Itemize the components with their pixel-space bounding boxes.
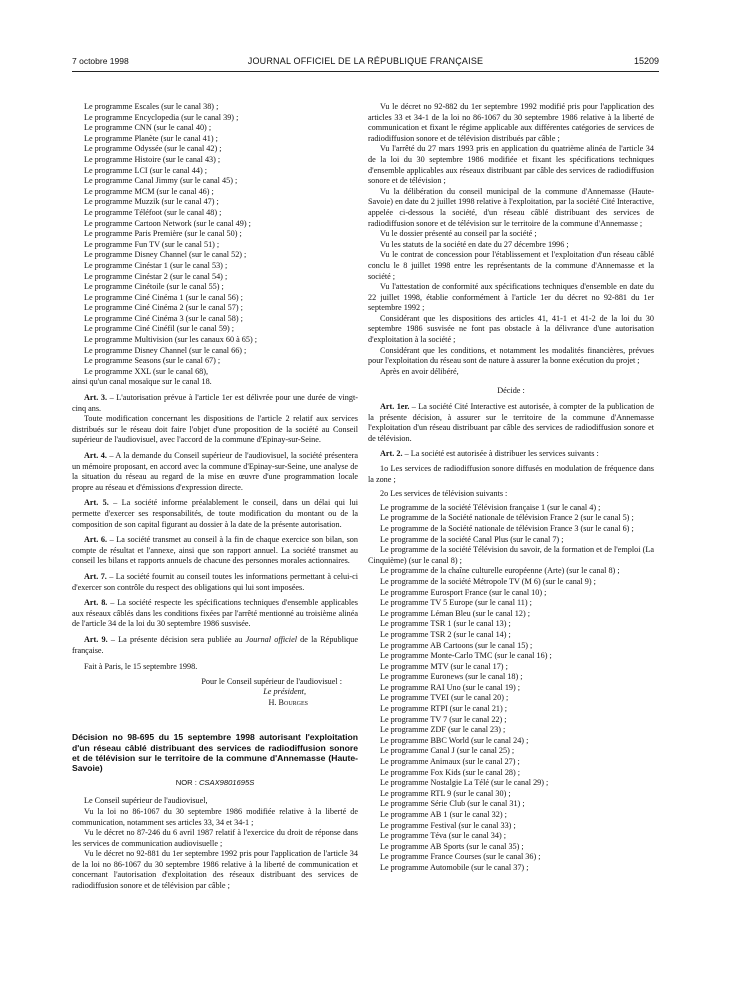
programme-item: Le programme de la chaîne culturelle européenne (Arte) (sur le canal 8) ; [380,566,620,576]
programme-item: Le programme France Courses (sur le canal 36) ; [380,852,541,862]
service-tv: 2o Les services de télévision suivants : [380,489,508,499]
decision-title: Décision no 98-695 du 15 septembre 1998 autorisant l'exploitation d'un réseau câblé distribuant des services de radiodiffusion sonore et de télévision sur le territoire de la commune d'Annemasse (Haute-Savoie) [72,732,358,774]
article-label: Art. 3. [84,393,108,403]
programme-item: Le programme de la société Télévision française 1 (sur le canal 4) ; [380,502,601,512]
programme-item: Le programme Disney Channel (sur le canal 66) ; [84,345,247,355]
article-3-paragraph: Toute modification concernant les dispositions de l'article 2 relatif aux services distribués sur le réseau doit faire l'objet d'une proposition de la société au Conseil supérieur de l'audiovisuel, avec l'accord de la commune d'Epinay-sur-Seine. [72,414,358,445]
programme-item: Le programme RAI Uno (sur le canal 19) ; [380,682,521,692]
programme-item: Le programme ZDF (sur le canal 23) ; [380,725,506,735]
article-5: Art. 5. – La société informe préalablement le conseil, dans un délai qui lui permette d'exercer ses responsabilités, de toute modification du montant ou de la composition de son capital figurant au dossier à la date de la présente autorisation. [72,498,359,529]
article-2: Art. 2. – La société est autorisée à distribuer les services suivants : [380,449,599,459]
considerant-1: Considérant que les dispositions des articles 41, 41-1 et 41-2 de la loi du 30 septembre 1986 susvisée ne font pas obstacle à la délivrance d'une autorisation d'exploitation à la société ; [368,313,654,345]
programme-item: Le programme Cinétoile (sur le canal 55) ; [84,282,224,292]
programme-item: Le programme Muzzik (sur le canal 47) ; [84,197,219,207]
programme-item: Le programme Odyssée (sur le canal 42) ; [84,144,222,154]
programme-item: Le programme MTV (sur le canal 17) ; [380,661,508,671]
visa-statuts: Vu les statuts de la société en date du 27 décembre 1996 ; [380,239,569,249]
signature-on-behalf: Pour le Conseil supérieur de l'audiovisuel : [201,676,342,686]
mosaic-line: ainsi qu'un canal mosaïque sur le canal 18. [72,377,212,387]
programme-item: Le programme BBC World (sur le canal 24) ; [380,735,529,745]
programme-item: Le programme Ciné Cinéma 3 (sur le canal 58) ; [84,313,243,323]
programme-item: Le programme TSR 2 (sur le canal 14) ; [380,629,511,639]
programme-item: Le programme TV 7 (sur le canal 22) ; [380,714,507,724]
programme-item: Le programme de la société Canal Plus (sur le canal 7) ; [380,534,564,544]
programme-item: Le programme Escales (sur le canal 38) ; [84,102,219,111]
programme-item: Le programme de la Société nationale de télévision France 3 (sur le canal 6) ; [380,523,634,533]
programme-item: Le programme Fox Kids (sur le canal 28) ; [380,767,521,777]
article-1: Art. 1er. – La société Cité Interactive est autorisée, à compter de la publication de la présente décision, à assurer sur le territoire de la commune d'Annemasse l'exploitation d'un réseau distribuant par câble des services de radiodiffusion sonore et de télévision. [368,402,654,443]
programme-list [72,102,358,377]
programme-item: Le programme de la société Télévision du savoir, de la formation et de l'emploi (La Cinquième) (sur le canal 8) ; [368,545,654,565]
article-label: Art. 6. [84,535,108,545]
visa-attestation: Vu l'attestation de conformité aux spécifications techniques d'ensemble en date du 22 juillet 1998, établie conformément à l'article 1er du décret no 92-881 du 1er septembre 1992 ; [368,282,654,313]
visa-deliberation: Vu la délibération du conseil municipal de la commune d'Annemasse (Haute-Savoie) en date du 2 juillet 1998 relative à l'exploitation, par la société Cité Interactive, appelée ci-dessous la société, d'un réseau câblé distribuant des services de radiodiffusion sonore et de télévision sur le territoire de la commune d'Annemasse ; [368,186,654,228]
right-column [368,102,654,874]
programme-list [368,503,654,874]
programme-item: Le programme TSR 1 (sur le canal 13) ; [380,619,511,629]
programme-item: Le programme Histoire (sur le canal 43) ; [84,154,221,164]
programme-item: Le programme RTPI (sur le canal 21) ; [380,704,508,714]
article-label: Art. 5. [84,498,109,508]
programme-item: Le programme MCM (sur le canal 46) ; [84,186,214,196]
article-label: Art. 9. [84,634,108,644]
programme-item: Le programme AB 1 (sur le canal 32) ; [380,810,507,819]
programme-item: Le programme Cartoon Network (sur le canal 49) ; [84,218,251,228]
programme-item: Le programme Paris Première (sur le canal 50) ; [84,229,242,239]
programme-item: Le programme LCI (sur le canal 44) ; [84,165,207,175]
journal-title: JOURNAL OFFICIEL DE LA RÉPUBLIQUE FRANÇAISE [247,56,484,66]
programme-item: Le programme Téléfoot (sur le canal 48) ; [84,207,222,217]
programme-item: Le programme Festival (sur le canal 33) ; [380,820,516,830]
article-6: Art. 6. – La société transmet au conseil à la fin de chaque exercice son bilan, son compte de résultat et l'annexe, ainsi que son rapport annuel. La société transmet au conseil les bilans et rapports annuels de chacune des personnes morales actionnaires. [72,535,358,566]
programme-item: Le programme Animaux (sur le canal 27) ; [380,757,520,767]
article-4: Art. 4. – A la demande du Conseil supérieur de l'audiovisuel, la société présentera un mémoire proposant, en accord avec la commune d'Epinay-sur-Seine, une analyse de la situation du réseau au regard de la mise en œuvre d'une programmation locale propre au réseau et d'émissions d'expression directe. [72,451,358,492]
article-8: Art. 8. – La société respecte les spécifications techniques d'ensemble applicables aux réseaux câblés dans les conditions fixées par l'arrêté mentionné au troisième alinéa de l'article 34 de la loi du 30 septembre 1986 susvisée. [72,598,358,629]
deliberation-line: Après en avoir délibéré, [380,366,459,376]
article-label: Art. 4. [84,451,107,460]
programme-item: Le programme Seasons (sur le canal 67) ; [84,356,221,366]
programme-item: Le programme Monte-Carlo TMC (sur le canal 16) ; [380,651,552,661]
programme-item: Le programme Disney Channel (sur le canal 52) ; [84,250,247,260]
left-column [72,102,358,892]
article-7: Art. 7. – La société fournit au conseil toutes les informations permettant à celui-ci d'exercer son contrôle du respect des obligations qui lui sont imposées. [72,571,358,592]
programme-item: Le programme RTL 9 (sur le canal 30) ; [380,788,511,798]
programme-item: Le programme Nostalgie La Télé (sur le canal 29) ; [380,778,549,788]
programme-item: Le programme AB Cartoons (sur le canal 15) ; [380,640,533,650]
programme-item: Le programme Multivision (sur les canaux 60 à 65) ; [84,335,258,345]
programme-item: Le programme Euronews (sur le canal 18) ; [380,672,523,682]
programme-item: Le programme Encyclopedia (sur le canal 39) ; [84,112,239,122]
page-header [72,56,659,72]
visa-arrete: Vu l'arrêté du 27 mars 1993 pris en application du quatrième alinéa de l'article 34 de la loi du 30 septembre 1986 modifiée et fixant les spécifications techniques d'ensemble applicables aux réseaux distribuant par câble des services de radiodiffusion sonore et de télévision ; [368,144,654,186]
programme-item: Le programme Cinéstar 1 (sur le canal 53) ; [84,260,228,270]
programme-item: Le programme Téva (sur le canal 34) ; [380,831,507,841]
programme-item: Le programme CNN (sur le canal 40) ; [84,123,212,133]
issue-date: 7 octobre 1998 [72,56,129,66]
programme-item: Le programme Eurosport France (sur le canal 10) ; [380,587,547,597]
programme-item: Le programme Ciné Cinéfil (sur le canal 59) ; [84,324,235,334]
programme-item: Le programme AB Sports (sur le canal 35) ; [380,841,524,851]
visa-decret-92-882: Vu le décret no 92-882 du 1er septembre 1992 modifié pris pour l'application des articles 33 et 34-1 de la loi no 86-1067 du 30 septembre 1986 relative à la liberté de communication et fixant le régime applicable aux différentes catégories de services de radiodiffusion sonore et de télévision distribués par câble ; [368,102,654,143]
article-label: Art. 1er. [380,402,410,412]
visa-conseil: Le Conseil supérieur de l'audiovisuel, [84,796,208,806]
signature-title: Le président, [263,687,306,697]
programme-item: Le programme Canal J (sur le canal 25) ; [380,746,515,756]
programme-item: Le programme Canal Jimmy (sur le canal 45) ; [84,176,238,186]
article-label: Art. 2. [380,449,403,459]
visa-loi: Vu la loi no 86-1067 du 30 septembre 1986 modifiée relative à la liberté de communication, notamment ses articles 33, 34 et 34-1 ; [72,806,358,827]
visa-decret-92-881: Vu le décret no 92-881 du 1er septembre 1992 pris pour l'application de l'article 34 de la loi no 86-1067 du 30 septembre 1986 relative à la liberté de communication et concernant l'autorisation d'exploitation des réseaux distribuant des services de radiodiffusion sonore et de télévision par câble ; [72,849,358,891]
nor-reference: NOR : CSAX9801695S [175,777,255,787]
programme-item: Le programme XXL (sur le canal 68), [84,366,209,376]
article-3: Art. 3. – L'autorisation prévue à l'article 1er est délivrée pour une durée de vingt-cinq ans. [72,393,358,413]
programme-item: Le programme TVEI (sur le canal 20) ; [380,693,509,703]
decide-heading: Décide : [497,386,525,396]
programme-item: Le programme Automobile (sur le canal 37) ; [380,862,529,872]
programme-item: Le programme Fun TV (sur le canal 51) ; [84,239,220,249]
programme-item: Le programme de la Société nationale de télévision France 2 (sur le canal 5) ; [380,513,634,523]
service-radio: 1o Les services de radiodiffusion sonore diffusés en modulation de fréquence dans la zone ; [368,464,654,484]
page-number: 15209 [633,56,659,66]
programme-item: Le programme Planète (sur le canal 41) ; [84,133,218,143]
programme-item: Le programme Cinéstar 2 (sur le canal 54) ; [84,271,228,281]
considerant-2: Considérant que les conditions, et notamment les modalités financières, prévues pour l'exploitation du réseau sont de nature à assurer la bonne exécution du projet ; [368,345,654,366]
programme-item: Le programme TV 5 Europe (sur le canal 11) ; [380,598,532,608]
programme-item: Le programme Ciné Cinéma 1 (sur le canal 56) ; [84,292,243,302]
visa-contrat: Vu le contrat de concession pour l'établissement et l'exploitation d'un réseau câblé conclu le 8 juillet 1998 entre les représentants de la commune d'Annemasse et la société ; [368,250,654,281]
programme-item: Le programme Série Club (sur le canal 31) ; [380,799,525,809]
article-label: Art. 7. [84,571,107,581]
signature-place-date: Fait à Paris, le 15 septembre 1998. [84,662,198,672]
visa-dossier: Vu le dossier présenté au conseil par la société ; [380,229,537,239]
programme-item: Le programme de la société Métropole TV (M 6) (sur le canal 9) ; [380,576,596,586]
signature-name: H. Bourges [268,697,308,707]
visa-decret-87: Vu le décret no 87-246 du 6 avril 1987 relatif à l'exercice du droit de réponse dans les services de communication audiovisuelle ; [72,828,358,848]
article-label: Art. 8. [84,598,108,608]
header-rule [72,71,659,72]
programme-item: Le programme Ciné Cinéma 2 (sur le canal 57) ; [84,303,243,313]
article-9: Art. 9. – La présente décision sera publiée au Journal officiel de la République française. [72,634,358,655]
programme-item: Le programme Léman Bleu (sur le canal 12) ; [380,608,531,618]
